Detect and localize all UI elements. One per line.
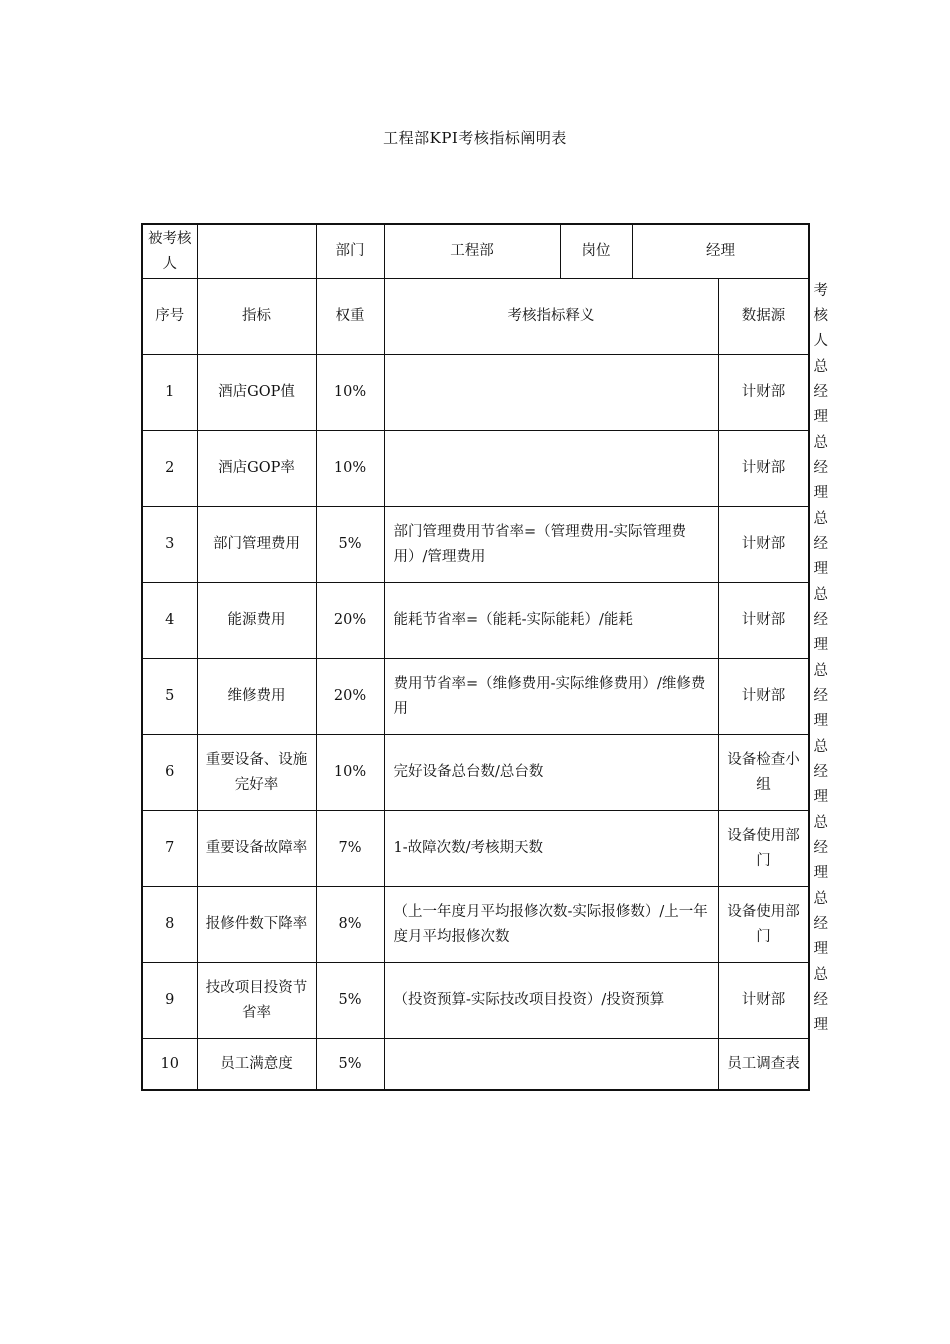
row-definition: 完好设备总台数/总台数 xyxy=(384,735,718,811)
row-seq: 2 xyxy=(142,431,197,507)
row-seq: 3 xyxy=(142,507,197,583)
row-source: 设备检查小组 xyxy=(718,735,809,811)
col-weight: 权重 xyxy=(316,279,384,355)
assessee-label: 被考核人 xyxy=(142,224,197,279)
table-row: 6 重要设备、设施完好率 10% 完好设备总台数/总台数 设备检查小组 总经理 xyxy=(142,735,809,811)
row-weight: 7% xyxy=(316,811,384,887)
row-definition xyxy=(384,1039,718,1091)
row-indicator: 维修费用 xyxy=(197,659,316,735)
row-indicator: 报修件数下降率 xyxy=(197,887,316,963)
row-weight: 10% xyxy=(316,431,384,507)
col-source: 数据源 xyxy=(718,279,809,355)
row-indicator: 酒店GOP率 xyxy=(197,431,316,507)
row-weight: 20% xyxy=(316,659,384,735)
row-definition xyxy=(384,431,718,507)
assessee-value xyxy=(197,224,316,279)
row-weight: 5% xyxy=(316,963,384,1039)
row-indicator: 能源费用 xyxy=(197,583,316,659)
row-weight: 10% xyxy=(316,735,384,811)
row-weight: 5% xyxy=(316,1039,384,1091)
row-seq: 4 xyxy=(142,583,197,659)
column-header-row: 序号 指标 权重 考核指标释义 数据源 考核人 xyxy=(142,279,809,355)
table-row: 7 重要设备故障率 7% 1-故障次数/考核期天数 设备使用部门 总经理 xyxy=(142,811,809,887)
row-seq: 8 xyxy=(142,887,197,963)
position-value: 经理 xyxy=(632,224,809,279)
table-row: 2 酒店GOP率 10% 计财部 总经理 xyxy=(142,431,809,507)
table-row xyxy=(142,1039,809,1091)
row-seq: 1 xyxy=(142,355,197,431)
table-row: 8 报修件数下降率 8% （上一年度月平均报修次数-实际报修数）/上一年度月平均报修次数 设备使用部门 总经理 xyxy=(142,887,809,963)
row-indicator: 酒店GOP值 xyxy=(197,355,316,431)
header-row xyxy=(142,224,809,279)
row-indicator: 技改项目投资节省率 xyxy=(197,963,316,1039)
table-row: 4 能源费用 20% 能耗节省率=（能耗-实际能耗）/能耗 计财部 总经理 xyxy=(142,583,809,659)
row-source: 设备使用部门 xyxy=(718,811,809,887)
col-definition: 考核指标释义 xyxy=(384,279,718,355)
dept-label: 部门 xyxy=(316,224,384,279)
row-source: 计财部 xyxy=(718,659,809,735)
table-row: 1 酒店GOP值 10% 计财部 总经理 xyxy=(142,355,809,431)
table-row: 9 技改项目投资节省率 5% （投资预算-实际技改项目投资）/投资预算 计财部 总经理 xyxy=(142,963,809,1039)
row-definition: （投资预算-实际技改项目投资）/投资预算 xyxy=(384,963,718,1039)
row-source: 计财部 xyxy=(718,507,809,583)
row-seq: 10 xyxy=(142,1039,197,1091)
row-source: 计财部 xyxy=(718,355,809,431)
dept-value: 工程部 xyxy=(384,224,560,279)
row-definition: 能耗节省率=（能耗-实际能耗）/能耗 xyxy=(384,583,718,659)
row-indicator: 重要设备故障率 xyxy=(197,811,316,887)
row-seq: 7 xyxy=(142,811,197,887)
position-label: 岗位 xyxy=(560,224,632,279)
row-indicator: 员工满意度 xyxy=(197,1039,316,1091)
row-seq: 5 xyxy=(142,659,197,735)
row-source: 设备使用部门 xyxy=(718,887,809,963)
row-weight: 20% xyxy=(316,583,384,659)
table-row: 3 部门管理费用 5% 部门管理费用节省率=（管理费用-实际管理费用）/管理费用 计财部 总经理 xyxy=(142,507,809,583)
row-definition: 1-故障次数/考核期天数 xyxy=(384,811,718,887)
row-definition: 费用节省率=（维修费用-实际维修费用）/维修费用 xyxy=(384,659,718,735)
table-row: 5 维修费用 20% 费用节省率=（维修费用-实际维修费用）/维修费用 计财部 总经理 xyxy=(142,659,809,735)
row-source: 员工调查表 xyxy=(718,1039,809,1091)
row-indicator: 重要设备、设施完好率 xyxy=(197,735,316,811)
row-weight: 10% xyxy=(316,355,384,431)
row-weight: 5% xyxy=(316,507,384,583)
row-source: 计财部 xyxy=(718,963,809,1039)
row-seq: 6 xyxy=(142,735,197,811)
row-weight: 8% xyxy=(316,887,384,963)
row-definition: 部门管理费用节省率=（管理费用-实际管理费用）/管理费用 xyxy=(384,507,718,583)
document-title: 工程部KPI考核指标阐明表 xyxy=(383,129,567,147)
row-indicator: 部门管理费用 xyxy=(197,507,316,583)
col-indicator: 指标 xyxy=(197,279,316,355)
row-definition xyxy=(384,355,718,431)
row-source: 计财部 xyxy=(718,583,809,659)
row-definition: （上一年度月平均报修次数-实际报修数）/上一年度月平均报修次数 xyxy=(384,887,718,963)
col-seq: 序号 xyxy=(142,279,197,355)
kpi-table xyxy=(141,223,828,1091)
row-source: 计财部 xyxy=(718,431,809,507)
row-seq: 9 xyxy=(142,963,197,1039)
